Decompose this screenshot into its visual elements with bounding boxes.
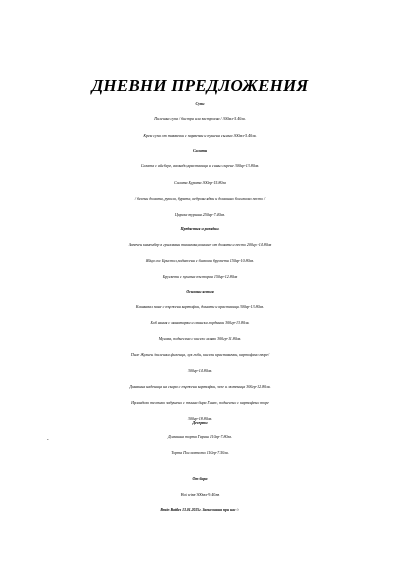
- menu-item: Ирландско телешко задушено с тъмна бира Гинес, поднесено с картофено пюре: [131, 400, 269, 405]
- stray-dot: .: [47, 434, 49, 442]
- section-heading-text: Предястия и разядки: [180, 226, 219, 231]
- menu-item-price: 300гр-18.80лв.: [187, 416, 213, 421]
- menu-item: Торта Послемтото 110гр-7.50лв.: [171, 450, 229, 455]
- menu-item: Боб яхния с манатарки и свински гърдинки 300гр-13.80лв.: [150, 320, 250, 325]
- menu-item: Яйца сос Бристол,поднесени с билкови брускети 150гр-10.80лв.: [145, 258, 255, 263]
- page-title: ДНЕВНИ ПРЕДЛОЖЕНИЯ: [91, 76, 309, 95]
- menu-item: Крем супа от тиквички с пармезан и пушена сьомга 300мл-5.40лв.: [143, 133, 257, 138]
- menu-item-price: 300гр-14.80лв.: [187, 368, 213, 373]
- menu-item: Царска туршия 250гр-7.40лв.: [174, 212, 226, 217]
- event-announcement: [0, 508, 400, 512]
- menu-item: Пиле Жулиен /пилешки филенца, лук гъби, кисели краставички, картофено пюре/: [130, 352, 270, 357]
- menu-item: Салата Бурата 300гр-15.80лв: [174, 180, 226, 185]
- menu-item: Брускети с пушена пъстърва 150гр-12.80лв: [162, 274, 238, 279]
- menu-item: Кашкавал пане с пържени картофки, домати и краставици 300гр-13.80лв.: [135, 304, 265, 309]
- menu-item: Салата с айсберг, авокадо,краставица и синьо сирене 300гр-13.80лв.: [140, 163, 260, 168]
- section-heading-suffix: .: [218, 226, 220, 231]
- smiley-icon: ☺: [235, 508, 240, 512]
- section-heading-salads: Салати: [192, 148, 208, 153]
- menu-item: Пилешка супа / бистра или застроена / 300мл-5.40лв.: [154, 116, 246, 121]
- section-heading-starters: [0, 226, 400, 231]
- event-text: Brain Battles 13.01.2025г. Записвания при нас: [160, 508, 236, 512]
- section-heading-desserts: Десерти: [192, 420, 208, 425]
- menu-item-description: / белени домати, рукола, бурата, кедрови ядки и домашно босилково песто /: [134, 196, 266, 201]
- menu-item: Домашна наденица на скара с пържени картофки, зеле и лютеница 300гр-12.80лв.: [129, 384, 271, 389]
- menu-item: Hot wine 300мл-9.40лв: [180, 492, 220, 497]
- section-heading-bar: От бара: [192, 476, 208, 481]
- menu-item: Запечен камембер в гриловани тиквичка,конкасе от домати и песто 200гр.-14.80лв: [128, 242, 272, 247]
- section-heading-soups: Супи: [195, 101, 205, 106]
- menu-item: Домашна торта Гараш 110гр-7.80лв.: [168, 434, 232, 439]
- section-heading-mains: Основни ястия: [186, 289, 214, 294]
- menu-item: Мусака, поднесена с кисело мляко 300гр-11.80лв.: [158, 336, 242, 341]
